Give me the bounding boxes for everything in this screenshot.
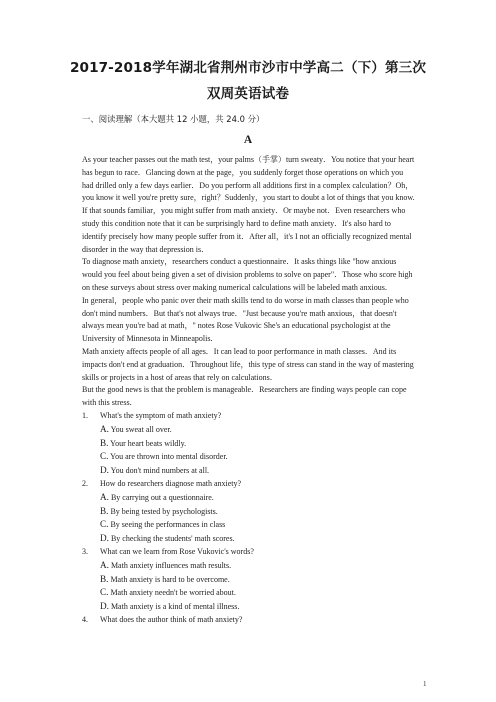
option-3b	[100, 573, 416, 587]
question-number: 1.	[82, 410, 88, 420]
option-2b	[100, 505, 416, 519]
document-title-line-2: 双周英语试卷	[206, 86, 290, 102]
option-text: By seeing the performances in class	[110, 520, 226, 530]
passage-paragraph: In general，people who panic over their math skills tend to do worse in math classes than people who don't mind numbers．But that's not always true．"Just because you're math anxious，that doesn't always mean you're bad at math，" notes Rose Vukovic She's an educational psychologist at the University of Minnesota in Minneapolis．	[82, 295, 409, 344]
option-letter: C.	[100, 587, 109, 598]
section-heading: 一、阅读理解（本大题共 12 小题，共 24.0 分）	[82, 114, 265, 124]
option-3c	[100, 586, 416, 600]
question-stem: What's the symptom of math anxiety?	[100, 410, 222, 420]
option-2d	[100, 532, 416, 546]
option-text: You don't mind numbers at all.	[110, 466, 210, 476]
passage-paragraph: Math anxiety affects people of all ages．It can lead to poor performance in math classes．And its impacts don't end at graduation．Throughout life，this type of stress can stand in the way of mastering skills or projects in a host of areas that rely on calculations．	[82, 346, 414, 382]
question-stem: How do researchers diagnose math anxiety?	[100, 478, 242, 488]
question-number: 2.	[82, 478, 88, 488]
option-text: Math anxiety needn't be worried about.	[110, 588, 236, 598]
passage-label: A	[243, 134, 253, 146]
question-1	[82, 410, 416, 423]
passage-body	[82, 154, 416, 627]
option-letter: D.	[100, 601, 109, 612]
question-number: 4.	[82, 614, 88, 624]
option-text: Math anxiety is hard to be overcome.	[110, 574, 230, 584]
page-number: 1	[423, 680, 427, 688]
option-3a	[100, 559, 416, 573]
question-stem: What does the author think of math anxiety?	[100, 614, 243, 624]
option-letter: C.	[100, 519, 109, 530]
option-text: Your heart beats wildly.	[110, 438, 187, 448]
option-1d	[100, 464, 416, 478]
option-letter: B.	[100, 573, 109, 584]
option-1a	[100, 423, 416, 437]
option-letter: D.	[100, 465, 109, 476]
option-text: You are thrown into mental disorder.	[110, 452, 228, 462]
option-letter: A.	[100, 423, 109, 434]
question-3	[82, 546, 416, 559]
option-text: By checking the students' math scores.	[110, 534, 235, 544]
option-1c	[100, 450, 416, 464]
option-2c	[100, 518, 416, 532]
question-4	[82, 614, 416, 627]
option-text: By carrying out a questionnaire.	[110, 492, 214, 502]
option-letter: C.	[100, 451, 109, 462]
option-text: By being tested by psychologists.	[110, 506, 218, 516]
question-2	[82, 478, 416, 491]
option-text: Math anxiety influences math results.	[110, 560, 232, 570]
option-text: Math anxiety is a kind of mental illness.	[110, 602, 240, 612]
option-letter: A.	[100, 491, 109, 502]
passage-paragraph: But the good news is that the problem is manageable．Researchers are finding ways people can cope with this stress．	[82, 385, 407, 408]
option-letter: D.	[100, 533, 109, 544]
option-letter: B.	[100, 437, 109, 448]
option-2a	[100, 491, 416, 505]
option-letter: A.	[100, 559, 109, 570]
passage-paragraph: As your teacher passes out the math test，your palms（手掌）turn sweaty．You notice that your heart has begun to race．Glancing down at the page，you suddenly forget those operations on which you had drilled only a few days earlier．Do you perform all additions first in a complex calculation？Oh，you know it well you're pretty sure，right？Suddenly，you start to doubt a lot of things that you know.	[82, 155, 415, 203]
option-1b	[100, 437, 416, 451]
option-text: You sweat all over.	[110, 424, 172, 434]
option-3d	[100, 600, 416, 614]
option-letter: B.	[100, 505, 109, 516]
passage-paragraph: If that sounds familiar，you might suffer from math anxiety．Or maybe not．Even researchers who study this condition note that it can be surprisingly hard to define math anxiety．It's also hard to identify precisely how many people suffer from it．After all，it's I not an officially recognized mental disorder in the way that depression is．	[82, 206, 412, 254]
document-title-line-1: 2017-2018学年湖北省荆州市沙市中学高二（下）第三次	[69, 60, 427, 76]
question-stem: What can we learn from Rose Vukovic's words?	[100, 546, 254, 556]
passage-paragraph: To diagnose math anxiety，researchers conduct a questionnaire．It asks things like "how anxious would you feel about being given a set of division problems to solve on paper"．Those who score high on these surveys about stress over making numerical calculations will be labeled math anxious．	[82, 257, 413, 292]
question-number: 3.	[82, 546, 88, 556]
